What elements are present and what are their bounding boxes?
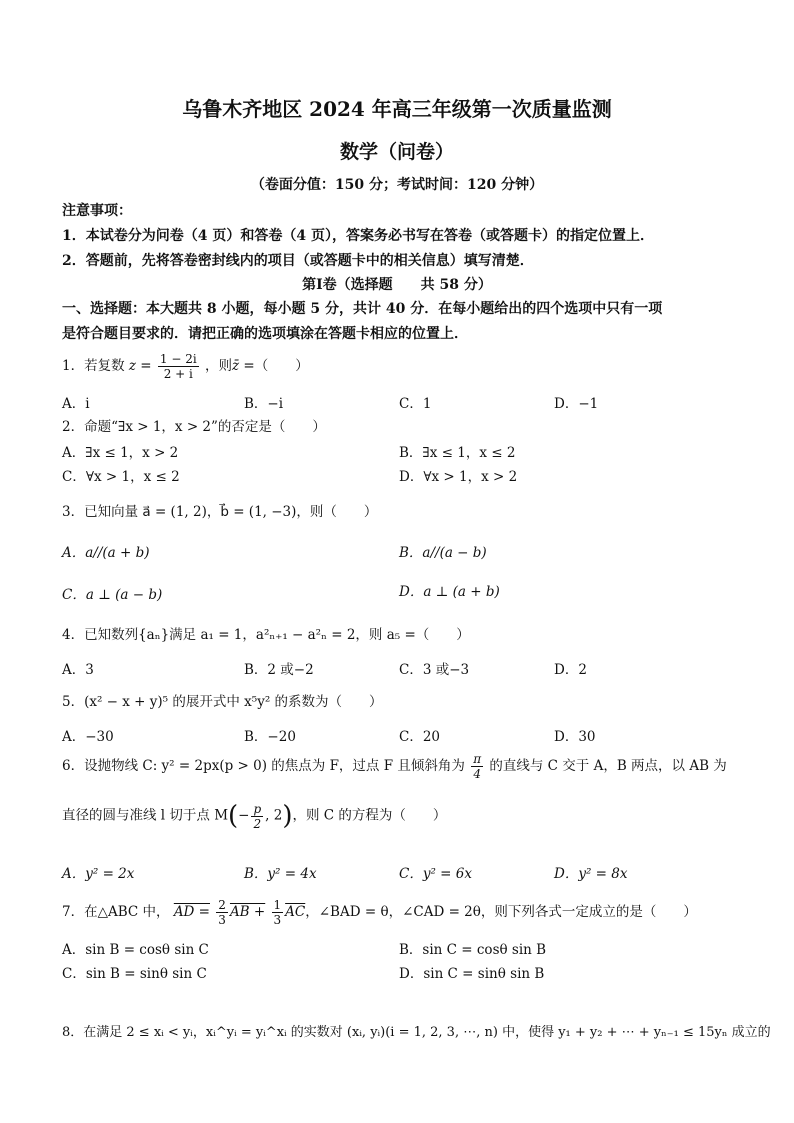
q6-line1a: 6．设抛物线 C: y² = 2px(p > 0) 的焦点为 F，过点 F 且倾斜角为: [62, 758, 465, 774]
q1-option-a: A．i: [62, 396, 90, 412]
q4-option-b: B．2 或−2: [244, 662, 314, 678]
q6-option-d: D．y² = 8x: [554, 866, 628, 882]
q5-option-d: D．30: [554, 729, 596, 745]
q3-option-a: A．a//(a + b): [62, 545, 150, 561]
q6-coord-tail: , 2: [265, 807, 283, 824]
q6-p: p: [253, 801, 262, 816]
q1-post: ，则: [205, 358, 232, 374]
subject-title: 数学（问卷）: [339, 141, 454, 163]
q1-zbar: z̄: [232, 358, 240, 374]
q7-option-b: B．sin C = cosθ sin B: [399, 942, 547, 958]
q6-four: 4: [473, 767, 481, 781]
q2-option-a: A．∃x ≤ 1，x > 2: [62, 445, 179, 461]
exam-title: 乌鲁木齐地区 2024 年高三年级第一次质量监测: [182, 97, 612, 121]
q2-option-b: B．∃x ≤ 1，x ≤ 2: [399, 445, 516, 461]
q6-line2a: 直径的圆与准线 l 切于点 M: [62, 807, 229, 824]
q6-line1b: 的直线与 C 交于 A，B 两点，以 AB 为: [489, 758, 727, 774]
q1-denominator: 2 + i: [163, 367, 193, 381]
question-7-stem: [62, 898, 697, 927]
question-6-line-2: 直径的圆与准线 l 切于点 M(− $\frac{p}{2}$ , 2)，则 C 的方程为（ ）: [62, 801, 447, 831]
section-title: 第Ⅰ卷（选择题 共 58 分）: [302, 277, 492, 293]
q7-ab: AB +: [229, 904, 266, 920]
section-desc-1: 一、选择题：本大题共 8 小题，每小题 5 分，共计 40 分．在每小题给出的四个选项中只有一项: [62, 301, 663, 317]
question-2-stem: 2．命题“∃x > 1，x > 2”的否定是（ ）: [62, 419, 326, 435]
q4-option-c: C．3 或−3: [399, 662, 470, 678]
q7-frac-1-3: [272, 898, 284, 927]
q6-close-paren: ): [282, 801, 293, 831]
section-desc-2: 是符合题目要求的．请把正确的选项填涂在答题卡相应的位置上．: [62, 326, 468, 342]
q3-option-b: B．a//(a − b): [399, 545, 487, 561]
q1-fraction: [158, 352, 199, 381]
q7-num-1: 1: [273, 898, 282, 912]
q6-pi-over-4: [471, 752, 483, 781]
q2-option-d: D．∀x > 1，x > 2: [399, 469, 518, 485]
q6-open-paren: (: [228, 801, 239, 831]
q4-option-a: A．3: [62, 662, 94, 678]
question-3-stem: 3．已知向量 a⃗ = (1, 2)，b⃗ = (1, −3)，则（ ）: [62, 504, 378, 520]
q6-option-b: B．y² = 4x: [244, 866, 317, 882]
q7-option-c: C．sin B = sinθ sin C: [62, 966, 207, 982]
q4-option-d: D．2: [554, 662, 587, 678]
question-4-stem: 4．已知数列{aₙ}满足 a₁ = 1，a²ₙ₊₁ − a²ₙ = 2，则 a₅ =（ ）: [62, 627, 470, 643]
q7-pre: 7．在△ABC 中，: [62, 904, 170, 920]
q1-numerator: 1 − 2i: [159, 352, 197, 366]
q7-frac-2-3: [216, 898, 228, 927]
q7-ad: AD =: [173, 904, 210, 920]
notice-item-2: 2．答题前，先将答卷密封线内的项目（或答题卡中的相关信息）填写清楚．: [62, 253, 534, 269]
notice-heading: 注意事项：: [62, 203, 132, 219]
q7-post: ，∠BAD = θ，∠CAD = 2θ，则下列各式一定成立的是（ ）: [305, 904, 697, 920]
q1-tail: =（ ）: [239, 358, 309, 374]
q7-den-3: 3: [218, 913, 226, 927]
q7-ac: $\overline{AC}$: [285, 904, 306, 920]
q5-option-a: A．−30: [62, 729, 114, 745]
q1-z: z =: [128, 358, 152, 374]
question-8-stem: 8．在满足 2 ≤ xᵢ < yᵢ，xᵢ^yᵢ = yᵢ^xᵢ 的实数对 (xᵢ, yᵢ)(i = 1, 2, 3, ⋯, n) 中，使得 y₁ + y₂ + ⋯ + yₙ₋₁ ≤ 15yₙ 成立的: [62, 1025, 771, 1040]
q5-option-c: C．20: [399, 729, 441, 745]
question-6-line-1: [62, 752, 727, 781]
question-1-stem: [62, 352, 309, 381]
exam-info: （卷面分值：150 分；考试时间：120 分钟）: [250, 177, 544, 193]
q7-num-2: 2: [218, 898, 226, 912]
question-5-stem: 5．(x² − x + y)⁵ 的展开式中 x⁵y² 的系数为（ ）: [62, 694, 383, 710]
q6-pi: π: [473, 752, 482, 766]
q1-option-d: D．−1: [554, 396, 599, 412]
q6-line2b: ，则 C 的方程为（ ）: [292, 807, 447, 824]
q6-two: 2: [253, 816, 262, 831]
q3-option-d: D．a ⊥ (a + b): [399, 584, 500, 600]
q7-option-a: A．sin B = cosθ sin C: [62, 942, 209, 958]
q3-option-c: C．a ⊥ (a − b): [62, 587, 163, 603]
q1-option-c: C．1: [399, 396, 432, 412]
q6-option-a: A．y² = 2x: [62, 866, 135, 882]
q7-option-d: D．sin C = sinθ sin B: [399, 966, 545, 982]
q5-option-b: B．−20: [244, 729, 296, 745]
q1-option-b: B．−i: [244, 396, 284, 412]
q7-den-3b: 3: [273, 913, 282, 927]
q2-option-c: C．∀x > 1，x ≤ 2: [62, 469, 180, 485]
q6-p-over-2: [251, 802, 263, 831]
notice-item-1: 1．本试卷分为问卷（4 页）和答卷（4 页），答案务必书写在答卷（或答题卡）的指定位置上．: [62, 228, 654, 244]
q6-option-c: C．y² = 6x: [399, 866, 472, 882]
q1-pre: 1．若复数: [62, 358, 125, 374]
